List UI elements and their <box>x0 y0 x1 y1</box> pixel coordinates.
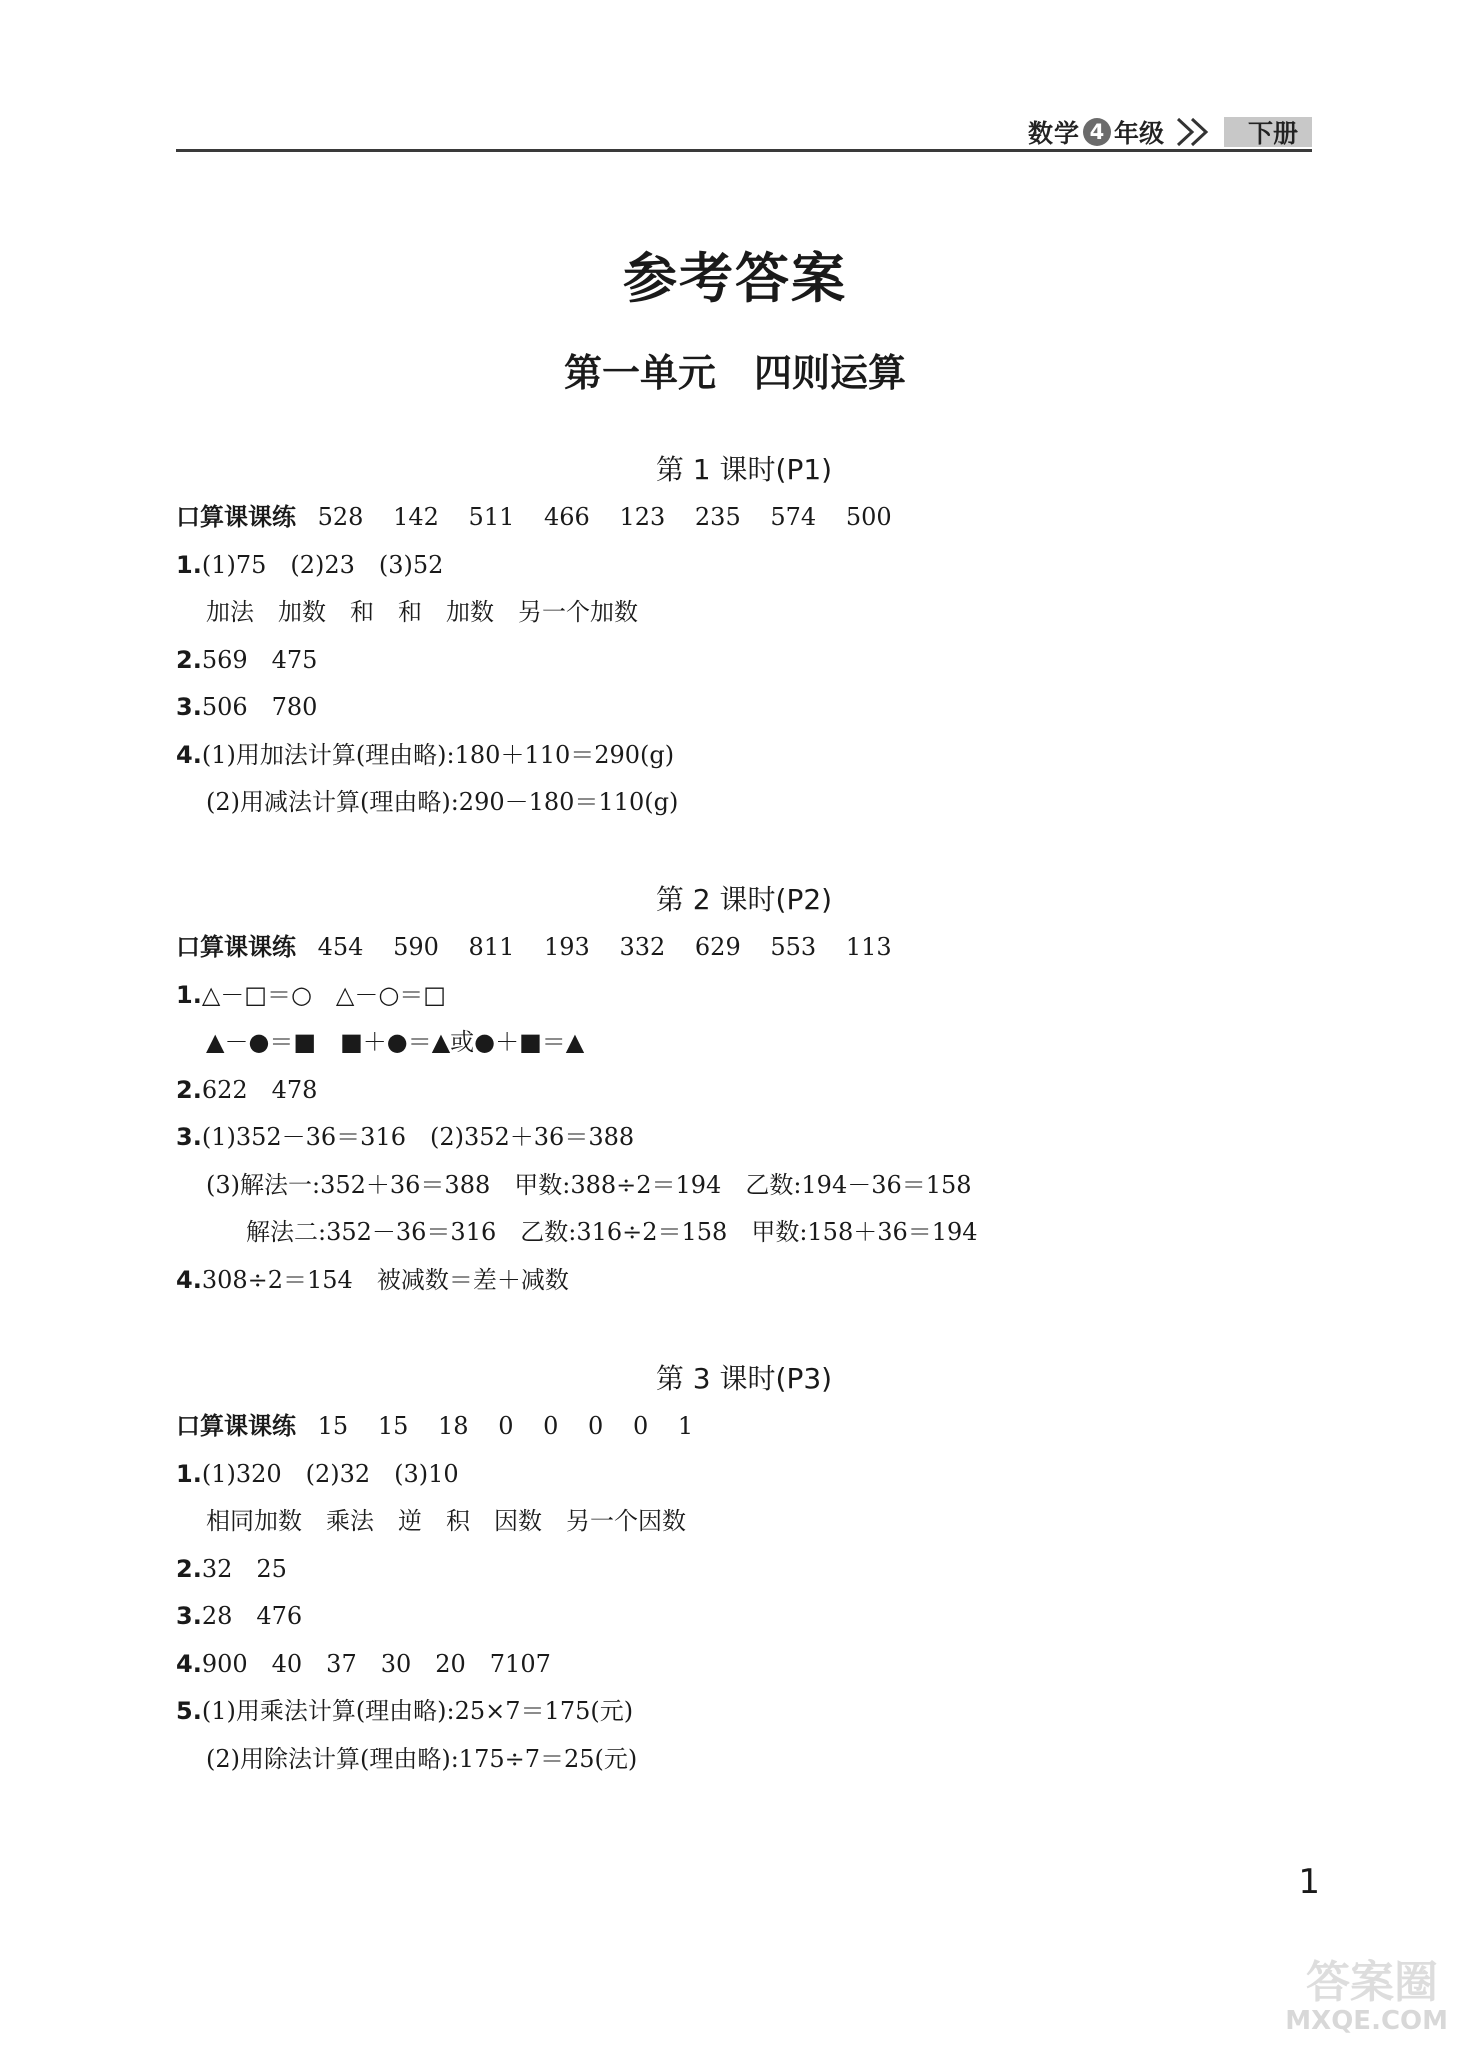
drill-value: 454 <box>317 933 364 961</box>
answer-text: (1)用乘法计算(理由略):25×7＝175(元) <box>201 1697 634 1725</box>
question-number: 4. <box>176 1265 202 1294</box>
drill-value: 18 <box>438 1412 469 1440</box>
question-number: 4. <box>176 740 202 769</box>
watermark-site: MXQE.COM <box>1285 2006 1448 2036</box>
drill-value: 15 <box>377 1412 409 1440</box>
question-number: 1. <box>176 1459 202 1488</box>
header-grade-word: 年级 <box>1113 119 1164 148</box>
drill-value: 123 <box>619 503 666 531</box>
answer-text: 加法 加数 和 和 加数 另一个加数 <box>206 598 638 626</box>
lesson-section-3 <box>176 1355 1312 1783</box>
drill-label: 口算课课练 <box>176 933 296 961</box>
drill-value: 629 <box>694 933 741 961</box>
drill-value: 574 <box>770 503 817 531</box>
drill-value: 235 <box>694 503 741 531</box>
answer-text: (1)75 (2)23 (3)52 <box>201 550 444 579</box>
answer-text: 32 25 <box>201 1554 287 1583</box>
answer-line <box>176 684 1312 732</box>
question-number: 2. <box>176 645 202 674</box>
drill-label: 口算课课练 <box>176 1412 296 1440</box>
drill-value: 811 <box>468 933 515 961</box>
drill-value: 113 <box>845 933 892 961</box>
drill-value: 0 <box>498 1412 514 1440</box>
answer-text: 308÷2＝154 被减数＝差＋减数 <box>201 1265 569 1294</box>
lesson-title: 第 3 课时(P3) <box>655 1362 833 1395</box>
answer-line <box>176 1546 1312 1594</box>
answer-text: (1)用加法计算(理由略):180＋110＝290(g) <box>201 740 675 769</box>
double-chevron-icon <box>1174 115 1218 149</box>
drill-value: 332 <box>619 933 666 961</box>
answer-line <box>176 972 1312 1020</box>
drill-label: 口算课课练 <box>176 503 296 531</box>
answer-text: (3)解法一:352＋36＝388 甲数:388÷2＝194 乙数:194－36＝158 <box>206 1170 972 1199</box>
answer-line <box>176 1498 1312 1546</box>
drill-value: 528 <box>317 503 364 531</box>
lesson-section-2 <box>176 876 1312 1304</box>
question-number: 2. <box>176 1554 202 1583</box>
answer-line <box>176 1593 1312 1641</box>
answer-text: 相同加数 乘法 逆 积 因数 另一个因数 <box>206 1507 686 1535</box>
unit-title: 第一单元 四则运算 <box>563 350 906 395</box>
drill-line <box>176 1403 1312 1451</box>
answer-line <box>176 1019 1312 1067</box>
answer-line <box>176 1688 1312 1736</box>
question-number: 3. <box>176 1123 202 1151</box>
answer-text: 622 478 <box>201 1075 318 1104</box>
answer-text: (1)320 (2)32 (3)10 <box>201 1459 459 1488</box>
header-grade-box <box>1028 115 1312 149</box>
header-rule <box>176 149 1312 152</box>
question-number: 1. <box>176 550 202 579</box>
drill-value: 193 <box>544 933 590 961</box>
answer-line <box>176 637 1312 685</box>
drill-value: 466 <box>544 503 590 531</box>
header-grade-number: 4 <box>1083 118 1111 146</box>
answer-line <box>176 542 1312 590</box>
answer-line <box>176 589 1312 637</box>
answer-text: ▲－●＝■ ■＋●＝▲或●＋■＝▲ <box>206 1028 585 1056</box>
drill-line <box>176 924 1312 972</box>
answer-text: 506 780 <box>201 693 318 721</box>
answer-text: (2)用除法计算(理由略):175÷7＝25(元) <box>206 1744 638 1773</box>
drill-value: 511 <box>468 503 515 531</box>
answer-text: (2)用减法计算(理由略):290－180＝110(g) <box>206 788 679 816</box>
lesson-section-1 <box>176 446 1312 827</box>
answer-line <box>176 779 1312 827</box>
lesson-title: 第 2 课时(P2) <box>655 883 833 916</box>
answer-text: 解法二:352－36＝316 乙数:316÷2＝158 甲数:158＋36＝194 <box>246 1218 978 1246</box>
page-title: 参考答案 <box>623 246 847 310</box>
question-number: 5. <box>176 1697 202 1725</box>
answer-line <box>176 1451 1312 1499</box>
drill-value: 0 <box>543 1412 559 1440</box>
drill-line <box>176 494 1312 542</box>
drill-value: 553 <box>770 933 817 961</box>
answer-line <box>176 1209 1312 1257</box>
answer-line <box>176 732 1312 780</box>
watermark-logo <box>1238 1946 1448 2036</box>
lesson-title: 第 1 课时(P1) <box>655 453 833 486</box>
watermark-mark: 答案圈 <box>1306 1957 1438 2008</box>
question-number: 2. <box>176 1075 202 1104</box>
answer-text: 28 476 <box>201 1602 303 1630</box>
answer-line <box>176 1736 1312 1784</box>
drill-value: 1 <box>677 1412 694 1440</box>
drill-value: 0 <box>588 1412 604 1440</box>
drill-value: 0 <box>632 1412 649 1440</box>
answer-text: 900 40 37 30 20 7107 <box>201 1649 551 1678</box>
drill-value: 15 <box>317 1412 349 1440</box>
answer-line <box>176 1114 1312 1162</box>
header-volume: 下册 <box>1224 117 1312 147</box>
answer-line <box>176 1257 1312 1305</box>
answer-text: (1)352－36＝316 (2)352＋36＝388 <box>201 1123 635 1151</box>
header-subject: 数学 <box>1027 119 1080 148</box>
answer-line <box>176 1067 1312 1115</box>
answer-line <box>176 1162 1312 1210</box>
drill-value: 590 <box>393 933 439 961</box>
page-number: 1 <box>1298 1862 1320 1902</box>
drill-value: 142 <box>393 503 439 531</box>
question-number: 4. <box>176 1649 202 1678</box>
question-number: 3. <box>176 1602 202 1630</box>
drill-value: 500 <box>845 503 892 531</box>
question-number: 3. <box>176 693 202 721</box>
answer-line <box>176 1641 1312 1689</box>
page-header <box>176 88 1312 152</box>
question-number: 1. <box>176 980 202 1009</box>
answer-text: 569 475 <box>201 645 318 674</box>
answer-text: △－□＝○ △－○＝□ <box>201 980 446 1009</box>
